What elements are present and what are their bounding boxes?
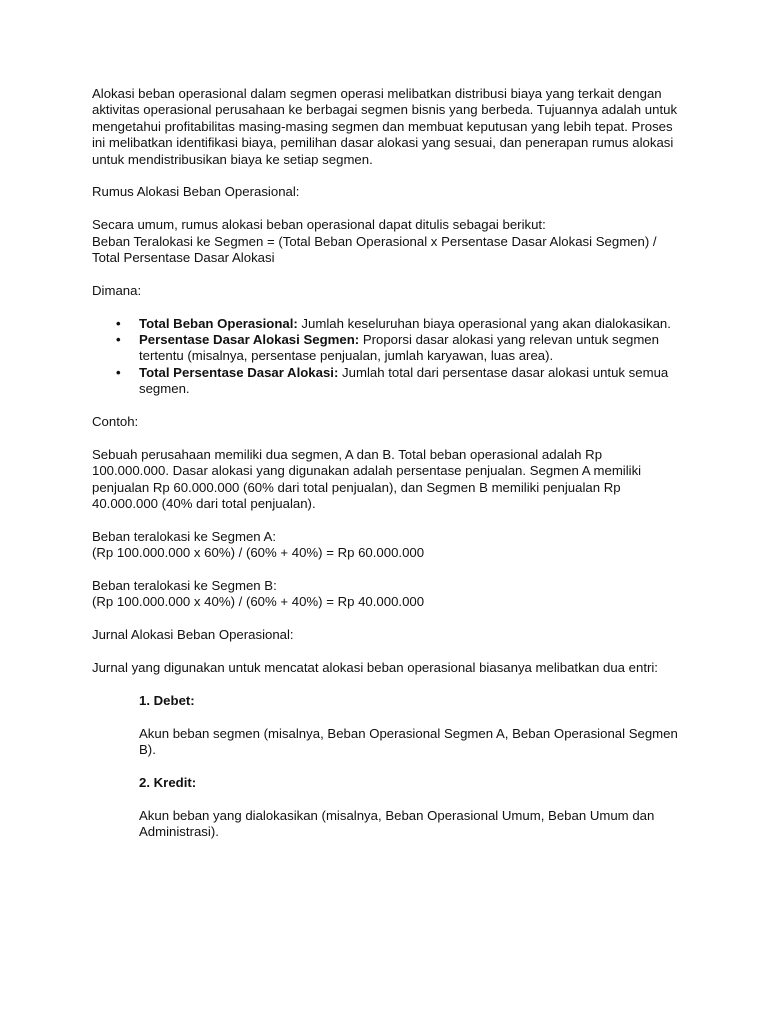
definition-term: Persentase Dasar Alokasi Segmen:	[139, 332, 360, 348]
debit-heading: 1. Debet:	[139, 692, 195, 708]
segment-b-calc: (Rp 100.000.000 x 40%) / (60% + 40%) = Rp 40.000.000	[92, 594, 425, 610]
document-body	[92, 86, 682, 857]
definition-item	[139, 316, 682, 332]
segment-a-calc: (Rp 100.000.000 x 60%) / (60% + 40%) = Rp 60.000.000	[92, 545, 425, 561]
example-scenario: Sebuah perusahaan memiliki dua segmen, A dan B. Total beban operasional adalah Rp 100.000.000. Dasar alokasi yang digunakan adalah persentase penjualan. Segmen A memiliki penjualan Rp 60.000.000 (60% dari total penjualan), dan Segmen B memiliki penjualan Rp 40.000.000 (40% dari total penjualan).	[92, 446, 642, 512]
segment-b-block	[92, 578, 682, 611]
journal-lead: Jurnal yang digunakan untuk mencatat alokasi beban operasional biasanya melibatkan dua entri:	[92, 660, 658, 676]
definition-list	[92, 316, 682, 398]
definition-term: Total Beban Operasional:	[139, 315, 298, 331]
definition-item	[139, 332, 682, 365]
segment-a-label: Beban teralokasi ke Segmen A:	[92, 528, 277, 544]
credit-heading: 2. Kredit:	[139, 774, 197, 790]
credit-text: Akun beban yang dialokasikan (misalnya, Beban Operasional Umum, Beban Umum dan Administrasi).	[139, 807, 655, 840]
formula-text: Beban Teralokasi ke Segmen = (Total Beban Operasional x Persentase Dasar Alokasi Segmen) / Total Persentase Dasar Alokasi	[92, 233, 657, 266]
example-label: Contoh:	[92, 414, 139, 430]
segment-b-label: Beban teralokasi ke Segmen B:	[92, 578, 277, 594]
where-label: Dimana:	[92, 282, 142, 298]
definition-desc: Proporsi dasar alokasi yang relevan untuk segmen tertentu (misalnya, persentase penjualan, jumlah karyawan, luas area).	[139, 332, 659, 364]
journal-heading: Jurnal Alokasi Beban Operasional:	[92, 627, 294, 643]
segment-a-block	[92, 529, 682, 562]
formula-heading: Rumus Alokasi Beban Operasional:	[92, 184, 300, 200]
definition-desc: Jumlah total dari persentase dasar alokasi untuk semua segmen.	[139, 364, 669, 397]
formula-block	[92, 217, 682, 266]
debit-text: Akun beban segmen (misalnya, Beban Operasional Segmen A, Beban Operasional Segmen B).	[139, 725, 678, 758]
definition-term: Total Persentase Dasar Alokasi:	[139, 364, 339, 380]
definition-desc: Jumlah keseluruhan biaya operasional yang akan dialokasikan.	[297, 315, 671, 331]
definition-item	[139, 365, 682, 398]
formula-lead: Secara umum, rumus alokasi beban operasional dapat ditulis sebagai berikut:	[92, 217, 546, 233]
intro-paragraph: Alokasi beban operasional dalam segmen operasi melibatkan distribusi biaya yang terkait dengan aktivitas operasional perusahaan ke berbagai segmen bisnis yang berbeda. Tujuannya adalah untuk mengetahui profitabilitas masing-masing segmen dan membuat keputusan yang lebih tepat. Proses ini melibatkan identifikasi biaya, pemilihan dasar alokasi yang sesuai, dan penerapan rumus alokasi untuk mendistribusikan biaya ke setiap segmen.	[92, 86, 678, 167]
